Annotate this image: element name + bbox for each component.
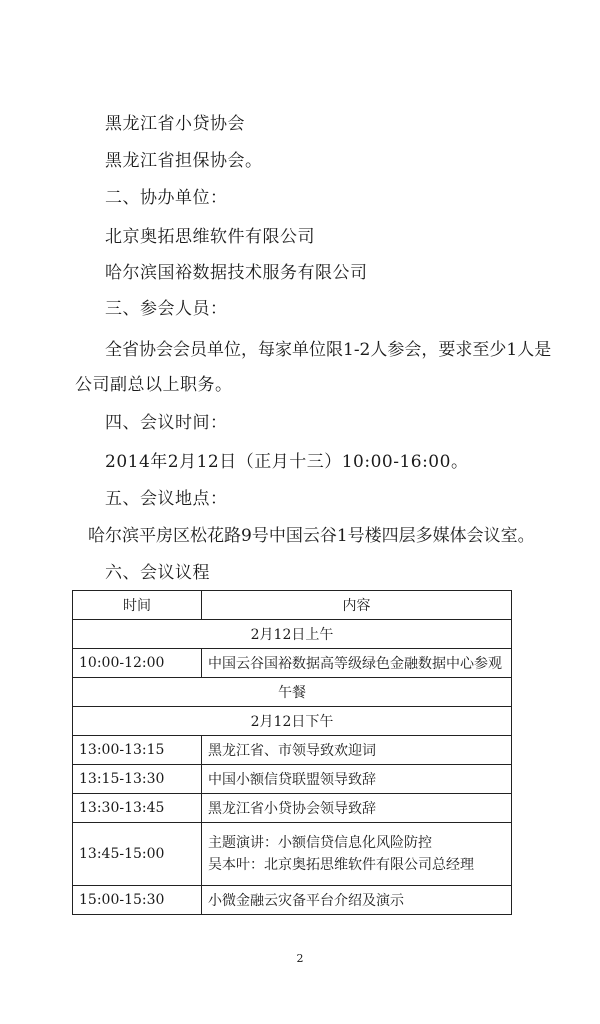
- row-time: 13:30-13:45: [73, 794, 202, 823]
- text-line: 黑龙江省担保协会。: [105, 151, 263, 171]
- page-number: 2: [296, 952, 304, 965]
- lunch-label: 午餐: [73, 678, 512, 707]
- morning-header-row: [73, 620, 512, 649]
- text-line: 公司副总以上职务。: [75, 375, 233, 395]
- section-heading: 四、会议时间：: [105, 413, 228, 433]
- text-line: 2014年2月12日（正月十三）10:00-16:00。: [105, 452, 469, 472]
- morning-header: 2月12日上午: [73, 620, 512, 649]
- text-line: 北京奥拓思维软件有限公司: [105, 227, 315, 247]
- table-row: [73, 736, 512, 765]
- row-time: 13:15-13:30: [73, 765, 202, 794]
- text-line: 哈尔滨国裕数据技术服务有限公司: [105, 263, 368, 283]
- header-time: 时间: [73, 591, 202, 620]
- table-row: [73, 765, 512, 794]
- agenda-table: [72, 590, 512, 915]
- keynote-speaker: 吴本叶：北京奥拓思维软件有限公司总经理: [208, 857, 474, 873]
- section-heading: 五、会议地点：: [105, 489, 228, 509]
- row-content: 黑龙江省小贷协会领导致辞: [202, 794, 512, 823]
- table-header-row: [73, 591, 512, 620]
- row-content: [202, 823, 512, 886]
- lunch-row: [73, 678, 512, 707]
- afternoon-header: 2月12日下午: [73, 707, 512, 736]
- keynote-title: 主题演讲：小额信贷信息化风险防控: [208, 835, 432, 851]
- section-heading: 二、协办单位：: [105, 188, 228, 208]
- text-line: 哈尔滨平房区松花路9号中国云谷1号楼四层多媒体会议室。: [88, 526, 535, 546]
- row-time: 10:00-12:00: [73, 649, 202, 678]
- afternoon-header-row: [73, 707, 512, 736]
- table-row: [73, 794, 512, 823]
- row-content: 中国小额信贷联盟领导致辞: [202, 765, 512, 794]
- section-heading: 三、参会人员：: [105, 299, 228, 319]
- row-time: 13:00-13:15: [73, 736, 202, 765]
- row-time: 15:00-15:30: [73, 886, 202, 915]
- table-row: [73, 649, 512, 678]
- table-row: [73, 823, 512, 886]
- text-line: 全省协会会员单位，每家单位限1-2人参会，要求至少1人是: [105, 340, 552, 360]
- row-content: 小微金融云灾备平台介绍及演示: [202, 886, 512, 915]
- header-content: 内容: [202, 591, 512, 620]
- table-row: [73, 886, 512, 915]
- row-time: 13:45-15:00: [73, 823, 202, 886]
- row-content: 中国云谷国裕数据高等级绿色金融数据中心参观: [202, 649, 512, 678]
- text-line: 黑龙江省小贷协会: [105, 114, 245, 134]
- row-content: 黑龙江省、市领导致欢迎词: [202, 736, 512, 765]
- section-heading: 六、会议议程: [105, 563, 210, 583]
